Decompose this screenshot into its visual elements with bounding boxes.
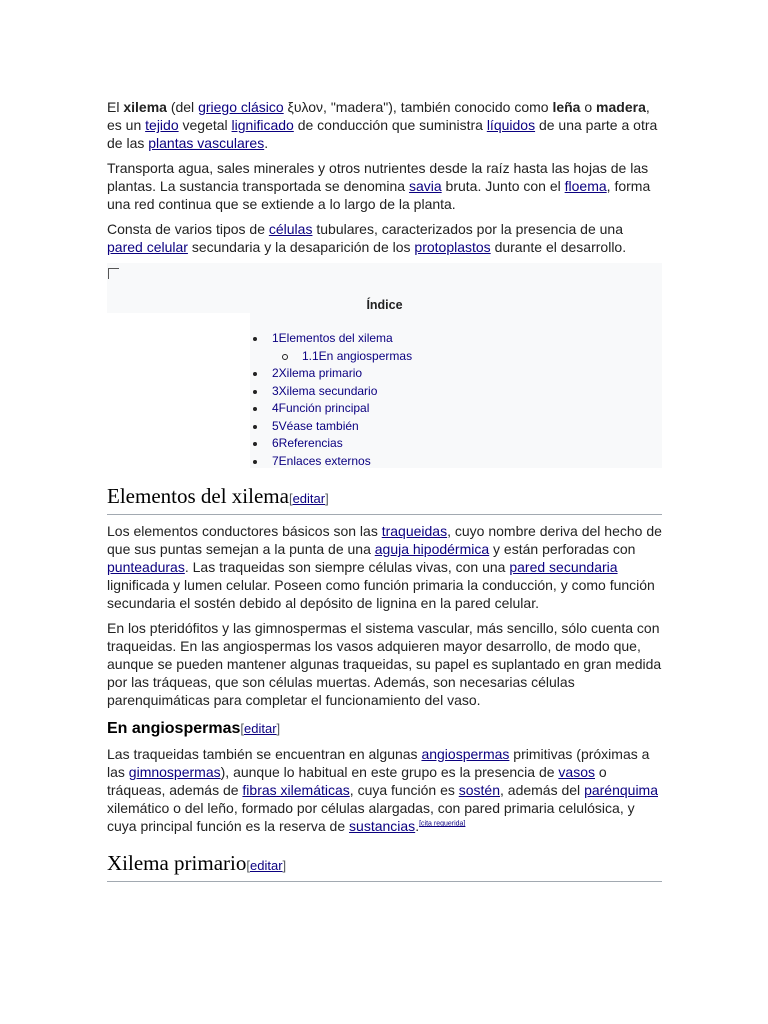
toc-item[interactable]: 4Función principal: [250, 400, 412, 418]
link-floema[interactable]: floema: [564, 178, 607, 194]
term-lena: leña: [552, 99, 581, 115]
text: , forma una red continua que se extiende a lo largo de la planta.: [107, 178, 651, 212]
text: de una parte a otra de las: [107, 117, 658, 151]
text: o tráqueas, además de: [107, 764, 607, 798]
toc-list: [250, 330, 412, 470]
section-heading-angiospermas: [107, 719, 662, 739]
toc-item[interactable]: 7Enlaces externos: [250, 453, 412, 471]
toc-item[interactable]: 3Xilema secundario: [250, 383, 412, 401]
edit-bracket: ]: [276, 721, 281, 736]
citation-needed-link[interactable]: [cita requerida]: [419, 820, 466, 828]
link-savia[interactable]: savia: [408, 178, 442, 194]
text: , cuyo nombre deriva del hecho de que sus puntas semejan a la punta de una: [107, 523, 662, 557]
toc-subitem[interactable]: 1.1En angiospermas: [250, 348, 412, 366]
edit-link[interactable]: editar: [250, 858, 283, 873]
link-gimnospermas[interactable]: gimnospermas: [128, 764, 221, 780]
article-content: [107, 98, 662, 889]
link-pared-celular[interactable]: pared celular: [107, 239, 188, 255]
link-liquidos[interactable]: líquidos: [486, 117, 536, 133]
elementos-paragraph-1: [107, 522, 662, 612]
toc-item[interactable]: 1Elementos del xilema: [250, 330, 412, 348]
toc-item[interactable]: 2Xilema primario: [250, 365, 412, 383]
text: , además del: [500, 782, 585, 798]
edit-bracket: [: [240, 721, 244, 736]
text: o: [580, 99, 597, 115]
link-sustancias[interactable]: sustancias: [349, 818, 416, 834]
toc-item[interactable]: 5Véase también: [250, 418, 412, 436]
edit-bracket: [: [246, 858, 250, 873]
table-of-contents: [107, 263, 662, 468]
edit-link[interactable]: editar: [244, 721, 277, 736]
edit-bracket: ]: [282, 858, 287, 873]
link-fibras-xilematicas[interactable]: fibras xilemáticas: [242, 782, 350, 798]
link-pared-secundaria[interactable]: pared secundaria: [509, 559, 618, 575]
edit-section-control: [289, 491, 329, 506]
link-celulas[interactable]: células: [268, 221, 313, 237]
link-plantas-vasculares[interactable]: plantas vasculares: [148, 135, 265, 151]
text: lignificada y lumen celular. Poseen como función primaria la conducción, y como función secundaria el sostén debido al depósito de lignina en la pared celular.: [107, 577, 655, 611]
text: bruta. Junto con el: [441, 178, 565, 194]
toc-toggle-checkbox[interactable]: [108, 268, 119, 279]
term-madera: madera: [596, 99, 646, 115]
text: (del: [166, 99, 199, 115]
heading-text: En angiospermas: [107, 720, 241, 737]
text: durante el desarrollo.: [490, 239, 627, 255]
link-parenquima[interactable]: parénquima: [584, 782, 658, 798]
heading-text: Xilema primario: [107, 851, 247, 875]
link-lignificado[interactable]: lignificado: [231, 117, 294, 133]
angiospermas-paragraph-1: [107, 745, 662, 835]
text: vegetal: [178, 117, 232, 133]
text: y están perforadas con: [489, 541, 636, 557]
text: xilemático o del leño, formado por células alargadas, con pared primaria celulósica, y cuya principal función es la reserva de: [107, 800, 635, 834]
toc-item[interactable]: 6Referencias: [250, 435, 412, 453]
text: .: [264, 135, 269, 151]
link-aguja-hipodermica[interactable]: aguja hipodérmica: [374, 541, 490, 557]
elementos-paragraph-2: En los pteridófitos y las gimnospermas el sistema vascular, más sencillo, sólo cuenta con traqueidas. En las angiospermas los vasos adquieren mayor desarrollo, de modo que, aunque se pueden mantener algunas traqueidas, su papel es suplantado en gran medida por las tráqueas, que son células muertas. Además, son necesarias células parenquimáticas para completar el funcionamiento del vaso.: [107, 620, 662, 708]
edit-section-control: [246, 858, 286, 873]
text: de conducción que suministra: [293, 117, 487, 133]
text: . Las traqueidas son siempre células vivas, con una: [184, 559, 510, 575]
section-heading-elementos: [107, 483, 662, 515]
text: , es un: [107, 99, 650, 133]
text: primitivas (próximas a las: [107, 746, 650, 780]
text: , cuya función es: [349, 782, 459, 798]
edit-bracket: [: [288, 491, 293, 506]
text: secundaria y la desaparición de los: [187, 239, 415, 255]
text: .: [415, 818, 420, 834]
toc-background-gap: [107, 313, 250, 468]
edit-bracket: ]: [325, 491, 329, 506]
text: Consta de varios tipos de: [107, 221, 269, 237]
intro-paragraph-1: [107, 98, 662, 152]
link-vasos[interactable]: vasos: [558, 764, 595, 780]
heading-text: Elementos del xilema: [107, 484, 289, 508]
text: Los elementos conductores básicos son las: [107, 523, 382, 539]
link-protoplastos[interactable]: protoplastos: [414, 239, 491, 255]
toc-title: Índice: [366, 298, 403, 312]
link-sosten[interactable]: sostén: [458, 782, 500, 798]
text: El: [107, 99, 124, 115]
text: ξυλον, "madera"), también conocido como: [283, 99, 553, 115]
text: Las traqueidas también se encuentran en algunas: [107, 746, 422, 762]
intro-paragraph-2: [107, 159, 662, 213]
link-punteaduras[interactable]: punteaduras: [107, 559, 185, 575]
text: tubulares, caracterizados por la presencia de una: [312, 221, 623, 237]
edit-section-control: [240, 721, 280, 736]
link-angiospermas[interactable]: angiospermas: [421, 746, 510, 762]
intro-paragraph-3: [107, 220, 662, 256]
section-heading-primario: [107, 850, 662, 882]
link-traqueidas[interactable]: traqueidas: [381, 523, 448, 539]
link-tejido[interactable]: tejido: [145, 117, 179, 133]
link-griego-clasico[interactable]: griego clásico: [198, 99, 284, 115]
text: Transporta agua, sales minerales y otros nutrientes desde la raíz hasta las hojas de las plantas. La sustancia transportada se denomina: [107, 160, 649, 194]
text: ), aunque lo habitual en este grupo es la presencia de: [220, 764, 559, 780]
edit-link[interactable]: editar: [292, 491, 326, 506]
term-xilema: xilema: [123, 99, 167, 115]
